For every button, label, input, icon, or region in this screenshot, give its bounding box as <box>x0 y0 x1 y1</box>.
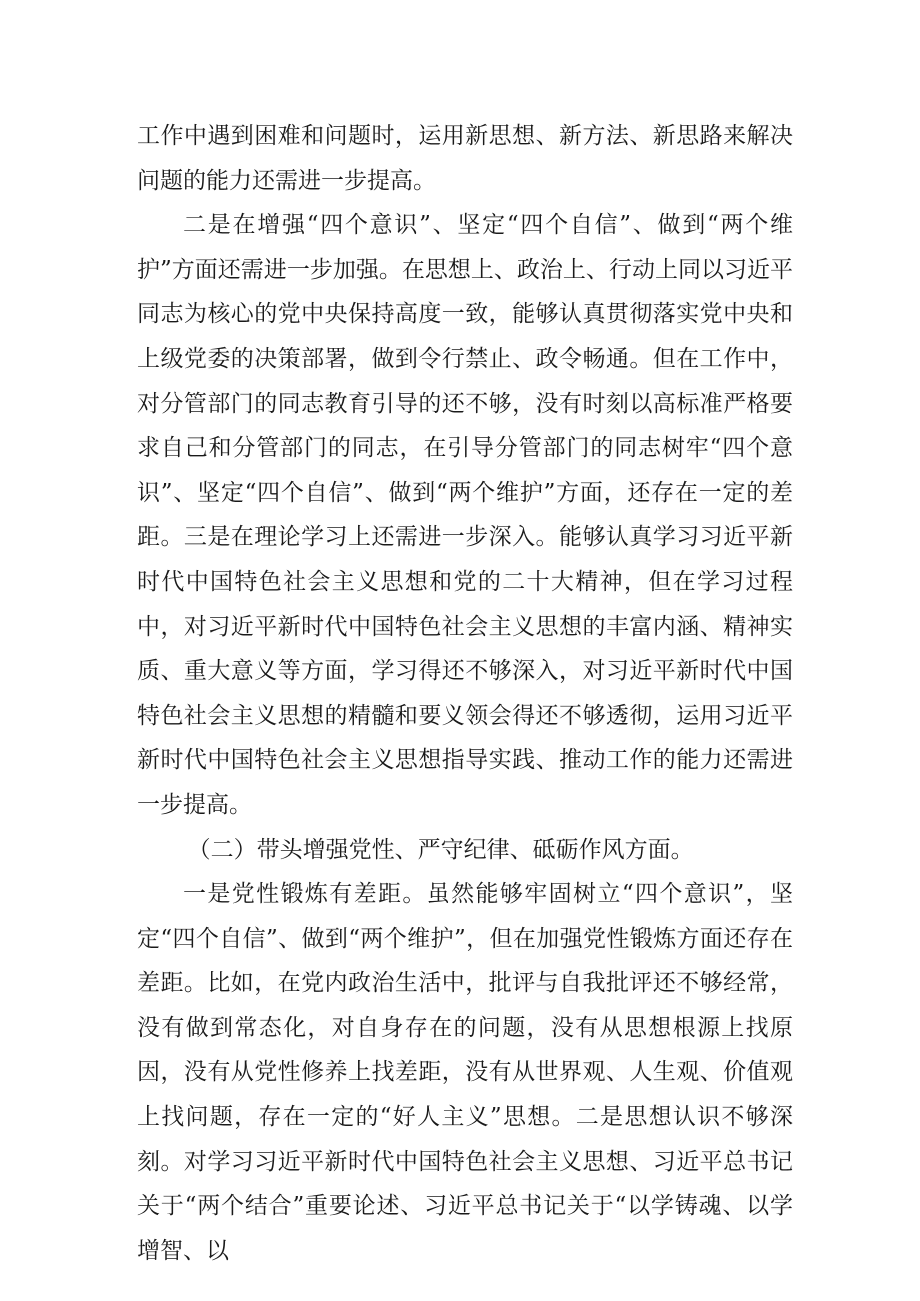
paragraph-party-spirit: 一是党性锻炼有差距。虽然能够牢固树立“四个意识”，坚定“四个自信”、做到“两个维护”，但在加强党性锻炼方面还存在差距。比如，在党内政治生活中，批评与自我批评还不够经常，没有做到常态化，对自身存在的问题，没有从思想根源上找原因，没有从党性修养上找差距，没有从世界观、人生观、价值观上找问题，存在一定的“好人主义”思想。二是思想认识不够深刻。对学习习近平新时代中国特色社会主义思想、习近平总书记关于“两个结合”重要论述、习近平总书记关于“以学铸魂、以学增智、以 <box>137 881 793 1264</box>
paragraph-item-two-three: 二是在增强“四个意识”、坚定“四个自信”、做到“两个维护”方面还需进一步加强。在思想上、政治上、行动上同以习近平同志为核心的党中央保持高度一致，能够认真贯彻落实党中央和上级党委的决策部署，做到令行禁止、政令畅通。但在工作中，对分管部门的同志教育引导的还不够，没有时刻以高标准严格要求自己和分管部门的同志，在引导分管部门的同志树牢“四个意识”、坚定“四个自信”、做到“两个维护”方面，还存在一定的差距。三是在理论学习上还需进一步深入。能够认真学习习近平新时代中国特色社会主义思想和党的二十大精神，但在学习过程中，对习近平新时代中国特色社会主义思想的丰富内涵、精神实质、重大意义等方面，学习得还不够深入，对习近平新时代中国特色社会主义思想的精髓和要义领会得还不够透彻，运用习近平新时代中国特色社会主义思想指导实践、推动工作的能力还需进一步提高。 <box>137 212 793 818</box>
section-heading: （二）带头增强党性、严守纪律、砥砺作风方面。 <box>187 836 694 863</box>
document-body <box>137 114 793 1273</box>
paragraph-continuation: 工作中遇到困难和问题时，运用新思想、新方法、新思路来解决问题的能力还需进一步提高。 <box>137 123 793 194</box>
